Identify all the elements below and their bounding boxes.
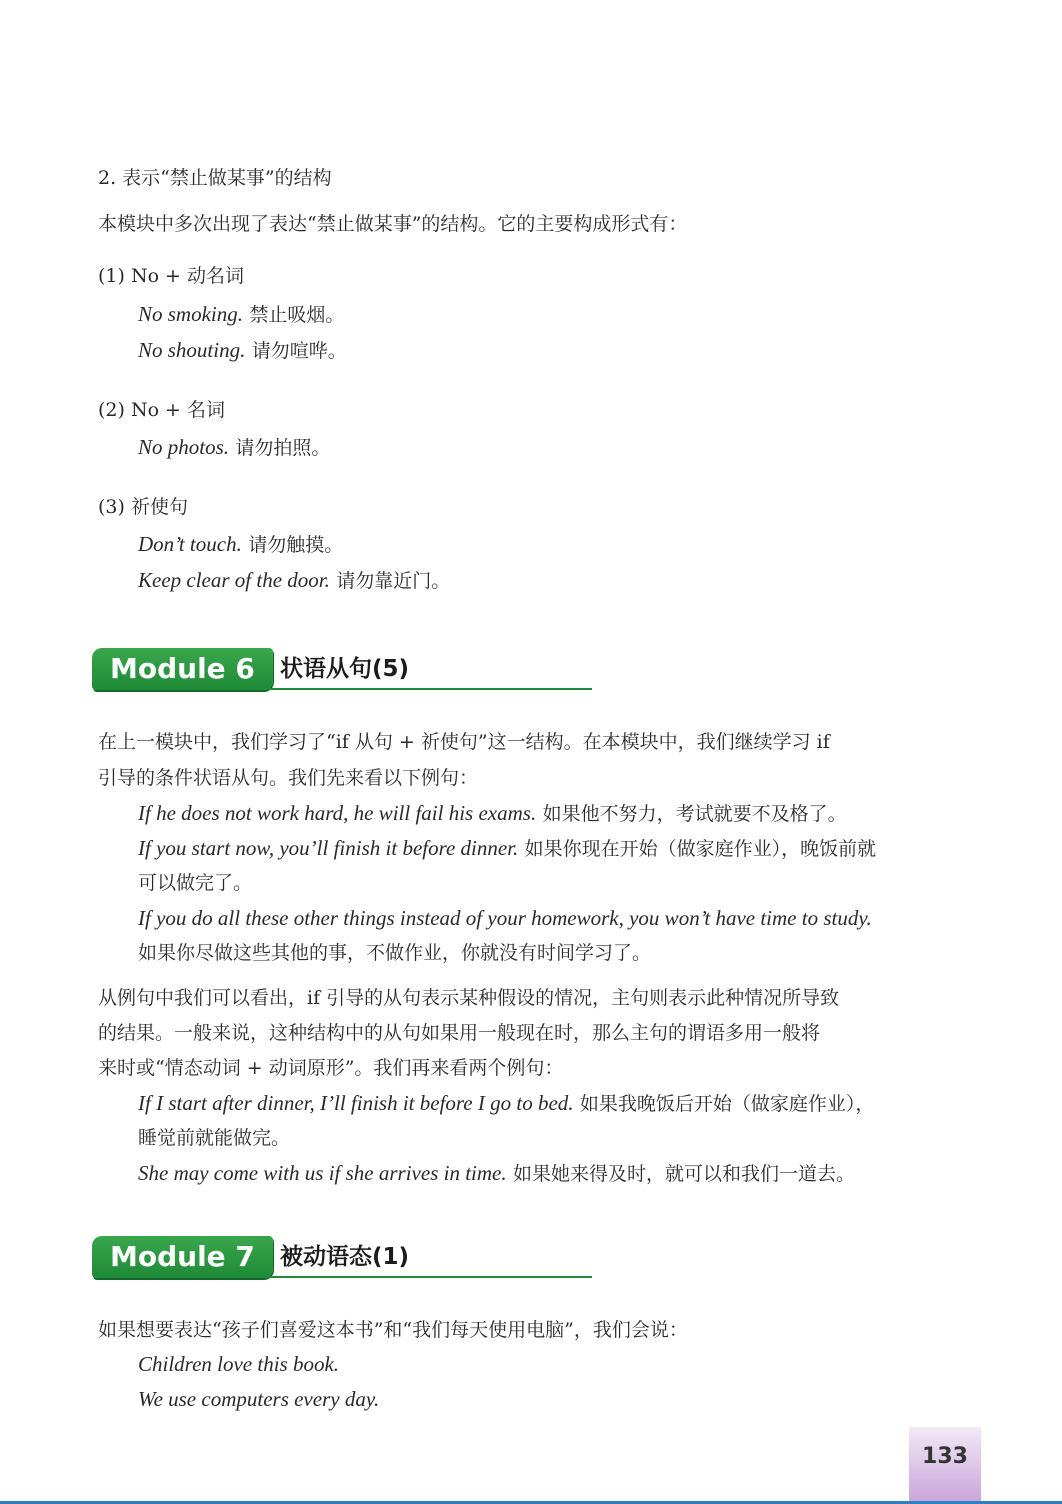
section-heading: 2. 表示“禁止做某事”的结构 xyxy=(98,167,332,189)
example-zh: 如果他不努力，考试就要不及格了。 xyxy=(542,803,847,825)
paragraph-line: 引导的条件状语从句。我们先来看以下例句： xyxy=(98,767,479,789)
module-underline xyxy=(252,1276,592,1278)
example-zh: 如果她来得及时，就可以和我们一道去。 xyxy=(512,1163,855,1185)
example-line xyxy=(138,336,347,365)
example-en: No photos. xyxy=(138,435,230,459)
section-intro: 本模块中多次出现了表达“禁止做某事”的结构。它的主要构成形式有： xyxy=(98,213,688,235)
example-en: Children love this book. xyxy=(138,1352,340,1376)
example-zh: 禁止吸烟。 xyxy=(249,304,345,326)
paragraph-line: 来时或“情态动词 + 动词原形”。我们再来看两个例句： xyxy=(98,1057,564,1079)
example-en: If you do all these other things instead of your homework, you won’t have time to study. xyxy=(138,906,872,930)
sub-heading-3: (3) 祈使句 xyxy=(98,496,188,518)
example-line xyxy=(138,834,876,863)
page-number: 133 xyxy=(909,1427,981,1504)
example-zh: 请勿拍照。 xyxy=(235,437,331,459)
module-title: 状语从句(5) xyxy=(280,656,410,682)
example-en: If I start after dinner, I’ll finish it before I go to bed. xyxy=(138,1091,574,1115)
sub-heading-1: (1) No + 动名词 xyxy=(98,265,245,287)
example-line xyxy=(138,799,847,828)
example-zh: 请勿喧哗。 xyxy=(251,340,347,362)
example-en: If you start now, you’ll finish it before dinner. xyxy=(138,836,519,860)
paragraph-line: 从例句中我们可以看出，if 引导的从句表示某种假设的情况，主句则表示此种情况所导致 xyxy=(98,987,840,1009)
module-badge: Module 6 xyxy=(92,648,273,690)
module-underline xyxy=(252,688,592,690)
module-7-header xyxy=(92,1236,592,1282)
example-en: Don’t touch. xyxy=(138,532,242,556)
example-zh: 如果你现在开始（做家庭作业），晚饭前就 xyxy=(524,838,877,860)
example-line xyxy=(138,1089,874,1118)
example-en: She may come with us if she arrives in time. xyxy=(138,1161,507,1185)
example-zh: 如果你尽做这些其他的事，不做作业，你就没有时间学习了。 xyxy=(138,942,652,964)
example-en: Keep clear of the door. xyxy=(138,568,330,592)
example-en: No shouting. xyxy=(138,338,246,362)
example-zh-continued: 可以做完了。 xyxy=(138,872,253,894)
example-line xyxy=(138,530,343,559)
example-en: If he does not work hard, he will fail his exams. xyxy=(138,801,537,825)
example-en: We use computers every day. xyxy=(138,1387,380,1411)
module-6-header xyxy=(92,648,592,694)
paragraph-line: 的结果。一般来说，这种结构中的从句如果用一般现在时，那么主句的谓语多用一般将 xyxy=(98,1022,821,1044)
paragraph-line: 如果想要表达“孩子们喜爱这本书”和“我们每天使用电脑”，我们会说： xyxy=(98,1319,688,1341)
sub-heading-2: (2) No + 名词 xyxy=(98,399,226,421)
example-line xyxy=(138,904,872,932)
example-line xyxy=(138,1159,855,1188)
example-zh: 请勿触摸。 xyxy=(248,534,344,556)
paragraph-line: 在上一模块中，我们学习了“if 从句 + 祈使句”这一结构。在本模块中，我们继续学习 if xyxy=(98,731,830,753)
example-zh-continued: 睡觉前就能做完。 xyxy=(138,1127,291,1149)
module-title: 被动语态(1) xyxy=(280,1244,410,1270)
example-en: No smoking. xyxy=(138,302,243,326)
example-line xyxy=(138,300,344,329)
example-zh: 请勿靠近门。 xyxy=(336,570,451,592)
module-badge: Module 7 xyxy=(92,1236,273,1278)
example-line xyxy=(138,566,450,595)
example-zh: 如果我晚饭后开始（做家庭作业）， xyxy=(579,1093,875,1115)
example-line xyxy=(138,433,330,462)
